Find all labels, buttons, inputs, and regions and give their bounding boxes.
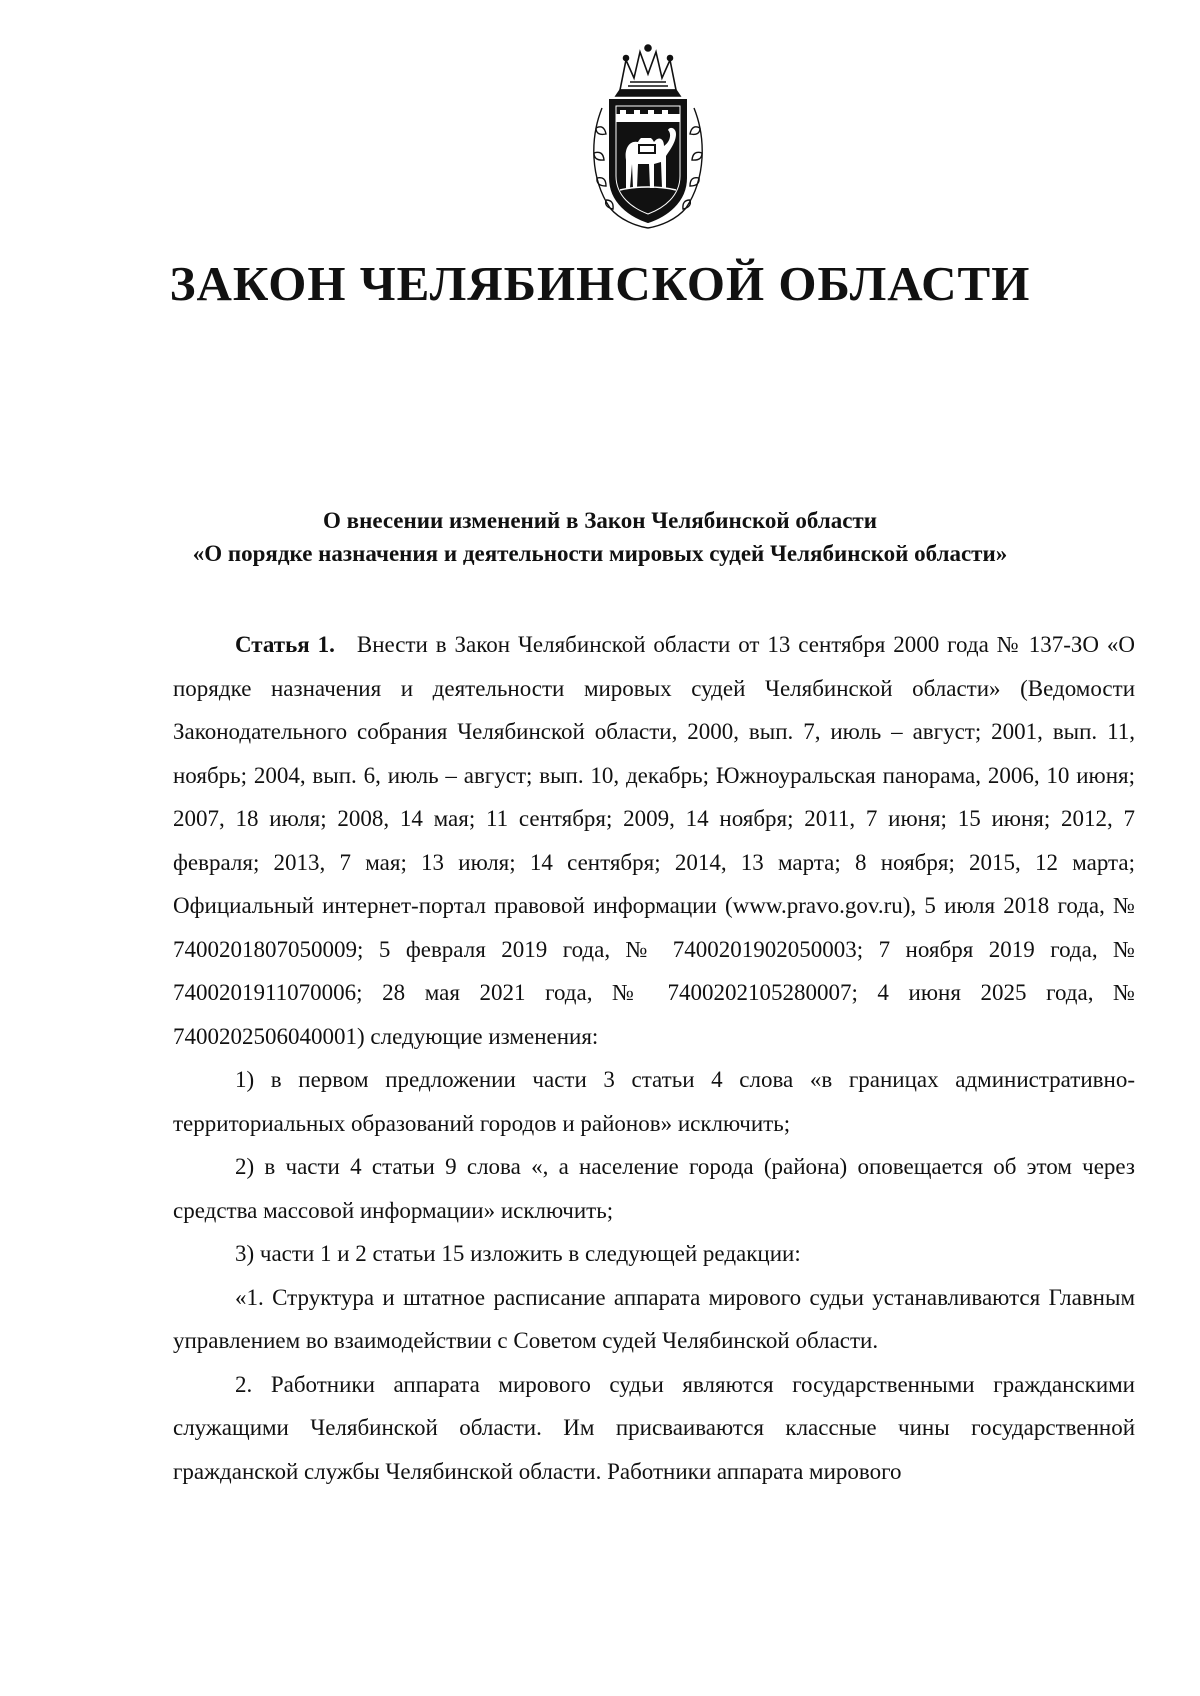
- list-item: «1. Структура и штатное расписание аппарата мирового судьи устанавливаются Главным управлением во взаимодействии с Советом судей Челябинской области.: [173, 1284, 1135, 1353]
- list-item: 1) в первом предложении части 3 статьи 4 слова «в границах административно-территориальных образований городов и районов» исключить;: [173, 1067, 1135, 1136]
- article-label: Статья 1.: [235, 632, 335, 657]
- law-title: ЗАКОН ЧЕЛЯБИНСКОЙ ОБЛАСТИ: [169, 256, 1031, 311]
- article-1-text: Внести в Закон Челябинской области от 13 сентября 2000 года № 137-ЗО «О порядке назначения и деятельности мировых судей Челябинской области» (Ведомости Законодательного собрания Челябинской области, 2000, вып. 7, июль – август; 2001, вып. 11, ноябрь; 2004, вып. 6, июль – август; вып. 10, декабрь; Южноуральская панорама, 2006, 10 июня; 2007, 18 июля; 2008, 14 мая; 11 сентября; 2009, 14 ноября; 2011, 7 июня; 15 июня; 2012, 7 февраля; 2013, 7 мая; 13 июля; 14 сентября; 2014, 13 марта; 8 ноября; 2015, 12 марта; Официальный интернет-портал правовой информации (www.pravo.gov.ru), 5 июля 2018 года, № 7400201807050009; 5 февраля 2019 года, № 7400201902050003; 7 ноября 2019 года, № 7400201911070006; 28 мая 2021 года, № 7400202105280007; 4 июня 2025 года, № 7400202506040001) следующие изменения:: [173, 632, 1135, 1049]
- heading-line-1: О внесении изменений в Закон Челябинской области: [323, 508, 877, 533]
- article-1-paragraph: [173, 623, 1135, 1058]
- list-item: 2) в части 4 статьи 9 слова «, а население города (района) оповещается об этом через средства массовой информации» исключить;: [173, 1154, 1135, 1223]
- document-body: [173, 623, 1135, 1493]
- list-item: 3) части 1 и 2 статьи 15 изложить в следующей редакции:: [235, 1241, 801, 1266]
- heading-line-2: «О порядке назначения и деятельности мировых судей Челябинской области»: [192, 541, 1008, 566]
- document-heading: [0, 504, 1200, 570]
- chelyabinsk-coat-of-arms-icon: [580, 38, 716, 230]
- list-item: 2. Работники аппарата мирового судьи являются государственными гражданскими служащими Челябинской области. Им присваиваются классные чины государственной гражданской службы Челябинской области. Работники аппарата мирового: [173, 1371, 1135, 1484]
